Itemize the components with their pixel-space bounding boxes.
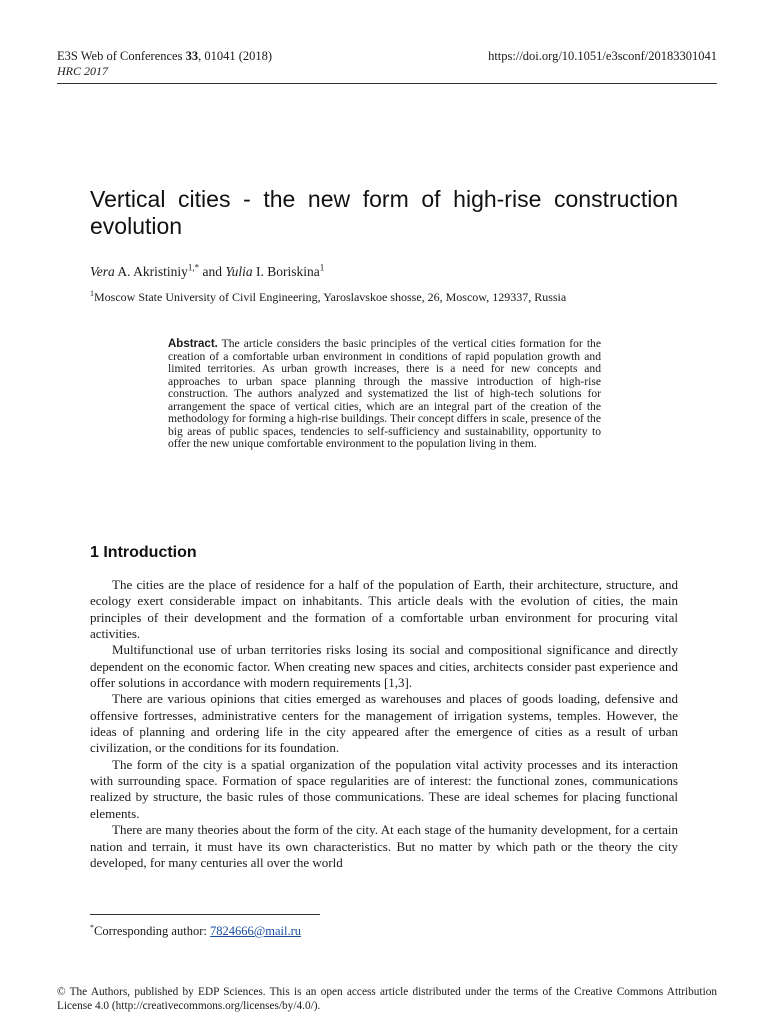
paper-title: Vertical cities - the new form of high-rise construction evolution — [90, 186, 678, 239]
email-link[interactable]: 7824666@mail.ru — [209, 924, 301, 938]
paragraph: There are various opinions that cities emerged as warehouses and places of goods loading, defensive and offensive fortresses, administrative centers for the management of irrigation systems, temples. However, the ideas of planning and ordering life in the city appeared after the emergence of cities as a result of urban civilization, or the conditions for its foundation. — [90, 691, 678, 756]
paragraph: The form of the city is a spatial organization of the population vital activity processes and its interaction with surrounding space. Formation of space regularities are of interest: the functional zones, communications realized by structure, the basic rules of those communications. These are ideal schemes for placing functional elements. — [90, 756, 678, 821]
author2-name: I. Boriskina — [252, 264, 320, 279]
running-header — [57, 49, 717, 79]
author2-affiliation-mark: 1 — [319, 262, 325, 273]
paragraph: There are many theories about the form of the city. At each stage of the humanity development, for a certain nation and terrain, it must have its own characteristics. But no matter by which path or the theory the city developed, for many centuries all over the world — [90, 822, 678, 870]
section-heading: 1 Introduction — [90, 544, 197, 561]
doi-link[interactable]: https://doi.org/10.1051/e3sconf/20183301041 — [488, 49, 717, 63]
abstract — [168, 338, 601, 451]
author1-name: A. Akristiniy — [114, 264, 188, 279]
license-notice: © The Authors, published by EDP Sciences. This is an open access article distributed under the terms of the Creative Commons Attribution License 4.0 (http://creativecommons.org/licenses/by/4.0/). — [57, 986, 717, 1012]
section-body — [90, 577, 678, 871]
author-list: Vera A. Akristiniy$^{1,*}$ and Yulia I. Boriskina$^1$ — [90, 262, 325, 279]
affiliation: $^1$Moscow State University of Civil Engineering, Yaroslavskoe shosse, 26, Moscow, 129337, Russia — [90, 289, 567, 304]
author1-affiliation-mark: 1,* — [187, 262, 200, 273]
conference-name: HRC 2017 — [57, 64, 108, 78]
footnote-divider — [90, 914, 320, 915]
abstract-text: The article considers the basic principles of the vertical cities formation for the creation of a comfortable urban environment in conditions of rapid population growth and limited territories. As urban growth increases, there is a need for new concepts and approaches to urban space planning through the massive introduction of high-rise construction. The authors analyzed and systematized the list of high-tech solutions for arrangement the space of vertical cities, which are an integral part of the creation of the methodology for forming a high-rise buildings. Their concept differs in scale, presence of the big areas of public spaces, tendencies to self-sufficiency and sustainability, opportunity to offer the new unique comfortable environment to the population living in them. — [168, 337, 601, 451]
header-divider — [57, 83, 717, 84]
journal-citation: E3S Web of Conferences 33, 01041 (2018) — [57, 49, 273, 63]
footnote: *Corresponding author: 7824666@mail.ru — [90, 922, 301, 938]
author1-given-name: Vera — [90, 264, 115, 279]
paragraph: The cities are the place of residence for a half of the population of Earth, their architecture, structure, and ecology exert considerable impact on inhabitants. This article deals with the evolution of cities, the main principles of their development and the formation of a comfortable urban environment for procuring vital activities. — [90, 577, 678, 642]
author2-given-name: Yulia — [225, 264, 253, 279]
paragraph: Multifunctional use of urban territories risks losing its social and compositional significance and directly dependent on the economic factor. When creating new spaces and cities, architects consider past experience and offer solutions in accordance with modern requirements [1,3]. — [90, 642, 678, 691]
abstract-label: Abstract. — [168, 338, 218, 350]
